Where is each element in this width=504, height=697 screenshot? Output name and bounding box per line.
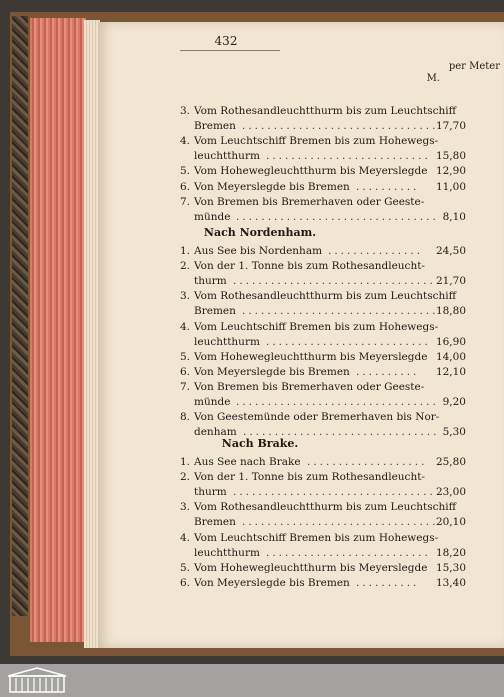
item-number: 3. <box>179 501 190 514</box>
tariff-line <box>100 351 504 365</box>
tariff-line <box>100 501 504 515</box>
tariff-line <box>100 411 504 425</box>
route-text: Von der 1. Tonne bis zum Rothesandleucht- <box>194 260 425 273</box>
route-text: thurm <box>194 486 227 499</box>
tariff-line <box>100 547 504 561</box>
tariff-line <box>100 562 504 576</box>
section-title: Nach Brake. <box>221 437 299 450</box>
route-text: Bremen <box>194 120 236 133</box>
dot-leader: ............................... <box>242 120 439 133</box>
route-text: Von Bremen bis Bremerhaven oder Geeste- <box>194 380 425 393</box>
tariff-line <box>100 105 504 119</box>
tariff-line <box>100 336 504 350</box>
item-number: 7. <box>179 380 190 393</box>
dot-leader: ............................... <box>243 426 440 439</box>
route-text: Vom Rothesandleuchtthurm bis zum Leuchtschiff <box>194 501 457 514</box>
item-number: 6. <box>179 365 190 378</box>
price-value: 18,20 <box>435 546 466 559</box>
item-number: 1. <box>179 456 190 468</box>
tariff-line <box>100 165 504 179</box>
tariff-line <box>100 120 504 134</box>
tariff-line <box>100 305 504 319</box>
route-text: thurm <box>194 275 227 288</box>
route-text: leuchtthurm <box>194 335 260 348</box>
dot-leader: .......................... <box>266 150 431 163</box>
price-value: 15,30 <box>435 561 466 574</box>
price-value: 12,90 <box>435 165 466 178</box>
tariff-line <box>100 456 504 470</box>
dot-leader: .......... <box>356 365 420 378</box>
dot-leader: ............... <box>328 245 424 257</box>
route-text: denham <box>194 426 237 439</box>
route-text: leuchtthurm <box>194 150 260 163</box>
price-value: 15,80 <box>435 150 466 163</box>
price-value: 12,10 <box>435 365 466 378</box>
page-number: 432 <box>214 34 238 48</box>
item-number: 2. <box>179 260 190 273</box>
dot-leader: ............................... <box>242 516 439 529</box>
route-text: Vom Hohewegleuchtthurm bis Meyerslegde <box>194 165 428 178</box>
price-value: 25,80 <box>435 456 466 468</box>
route-text: Vom Leuchtschiff Bremen bis zum Hohewegs- <box>194 320 439 333</box>
tariff-line <box>100 275 504 289</box>
price-value: 11,00 <box>435 180 466 193</box>
column-header-unit: per Meter <box>448 61 500 72</box>
route-text: münde <box>194 396 231 408</box>
price-value: 14,00 <box>435 350 466 363</box>
item-number: 1. <box>179 245 190 257</box>
tariff-line <box>100 135 504 149</box>
footer-strip <box>0 664 504 697</box>
dot-leader: ............................... <box>242 305 439 318</box>
tariff-line <box>100 366 504 380</box>
library-building-logo <box>2 666 72 696</box>
route-text: Aus See bis Nordenham <box>194 245 323 257</box>
item-number: 8. <box>179 411 190 424</box>
price-value: 23,00 <box>435 486 466 499</box>
tariff-line <box>100 381 504 395</box>
item-number: 5. <box>179 350 190 363</box>
item-number: 6. <box>179 180 190 193</box>
page-number-rule <box>180 50 280 51</box>
tariff-line <box>100 196 504 210</box>
route-text: Von Meyerslegde bis Bremen <box>194 365 350 378</box>
dot-leader: .......................... <box>266 546 431 559</box>
dot-leader: .......... <box>356 180 420 193</box>
price-value: 18,80 <box>435 305 466 318</box>
tariff-line <box>100 486 504 500</box>
dot-leader: ................................ <box>233 275 436 288</box>
dot-leader: .......................... <box>266 335 431 348</box>
dot-leader: ................................ <box>236 396 439 408</box>
route-text: Vom Leuchtschiff Bremen bis zum Hohewegs- <box>194 531 439 544</box>
item-number: 4. <box>179 135 190 148</box>
price-value: 17,70 <box>435 120 466 133</box>
tariff-line <box>100 471 504 485</box>
item-number: 4. <box>179 320 190 333</box>
column-header <box>414 61 504 85</box>
section-title: Nach Nordenham. <box>203 226 317 239</box>
tariff-line <box>100 577 504 591</box>
tariff-line <box>100 396 504 410</box>
item-number: 7. <box>179 195 190 208</box>
route-text: Von Bremen bis Bremerhaven oder Geeste- <box>194 195 425 208</box>
tariff-line <box>100 245 504 259</box>
route-text: Vom Rothesandleuchtthurm bis zum Leuchtschiff <box>194 290 457 303</box>
item-number: 3. <box>179 105 190 117</box>
marbled-board-edge <box>12 16 28 616</box>
tariff-line <box>100 290 504 304</box>
route-text: Vom Hohewegleuchtthurm bis Meyerslegde <box>194 350 428 363</box>
route-text: Von der 1. Tonne bis zum Rothesandleucht- <box>194 471 425 484</box>
route-text: Von Geestemünde oder Bremerhaven bis Nor- <box>194 411 440 424</box>
route-text: Vom Hohewegleuchtthurm bis Meyerslegde <box>194 561 428 574</box>
tariff-line <box>100 321 504 335</box>
route-text: Bremen <box>194 305 236 318</box>
dot-leader: ................................ <box>233 486 436 499</box>
route-text: Vom Leuchtschiff Bremen bis zum Hohewegs- <box>194 135 439 148</box>
price-value: 21,70 <box>435 275 466 288</box>
price-value: 5,30 <box>442 426 466 439</box>
price-value: 8,10 <box>442 210 466 223</box>
price-value: 9,20 <box>442 396 466 408</box>
item-number: 3. <box>179 290 190 303</box>
dot-leader: ................................ <box>236 210 439 223</box>
price-value: 13,40 <box>435 576 466 589</box>
red-page-edges <box>30 18 86 642</box>
price-value: 20,10 <box>435 516 466 529</box>
price-value: 24,50 <box>435 245 466 257</box>
column-header-currency: M. <box>426 73 440 84</box>
item-number: 5. <box>179 165 190 178</box>
tariff-line <box>100 150 504 164</box>
price-value: 16,90 <box>435 335 466 348</box>
tariff-line <box>100 532 504 546</box>
route-text: Vom Rothesandleuchtthurm bis zum Leuchtschiff <box>194 105 457 117</box>
route-text: Bremen <box>194 516 236 529</box>
item-number: 5. <box>179 561 190 574</box>
item-number: 2. <box>179 471 190 484</box>
dot-leader: .......... <box>356 576 420 589</box>
route-text: münde <box>194 210 231 223</box>
item-number: 6. <box>179 576 190 589</box>
tariff-line <box>100 181 504 195</box>
route-text: Von Meyerslegde bis Bremen <box>194 576 350 589</box>
item-number: 4. <box>179 531 190 544</box>
route-text: Aus See nach Brake <box>194 456 301 468</box>
tariff-line <box>100 260 504 274</box>
tariff-line <box>100 211 504 225</box>
route-text: leuchtthurm <box>194 546 260 559</box>
route-text: Von Meyerslegde bis Bremen <box>194 180 350 193</box>
tariff-line <box>100 516 504 530</box>
dot-leader: ................... <box>307 456 428 468</box>
